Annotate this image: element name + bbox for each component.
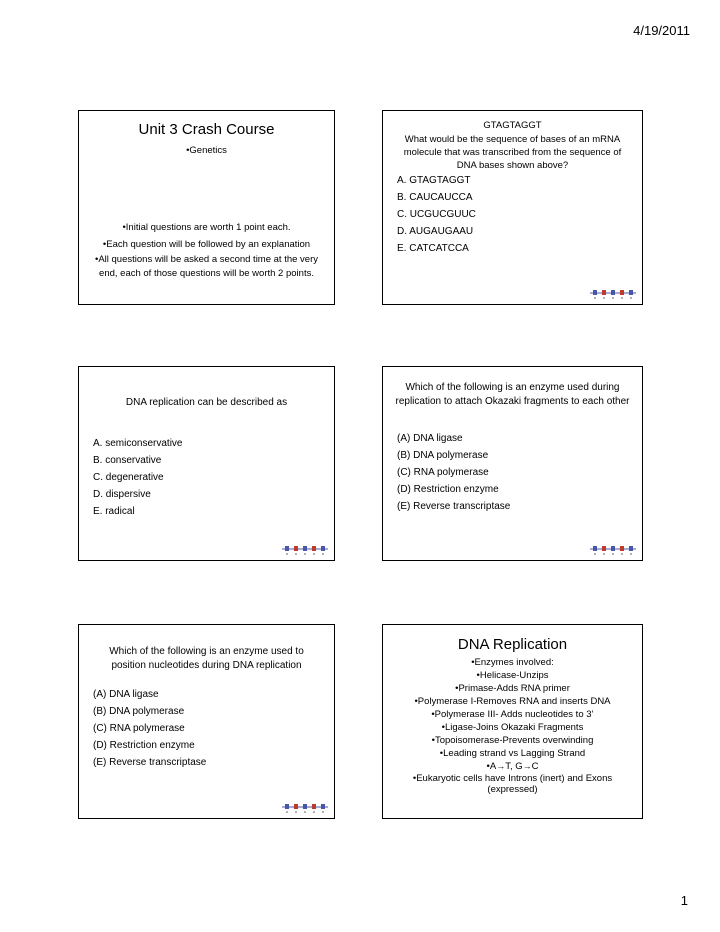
option-d: D. dispersive bbox=[93, 489, 151, 500]
answer-options bbox=[93, 435, 182, 520]
slide-notes bbox=[79, 221, 334, 281]
answer-options bbox=[397, 430, 510, 515]
dna-logo-icon bbox=[282, 544, 328, 556]
option-a: (A) DNA ligase bbox=[397, 433, 463, 444]
slide-title: Unit 3 Crash Course bbox=[138, 121, 275, 138]
bullet-item: •Ligase-Joins Okazaki Fragments bbox=[441, 722, 584, 733]
option-a: (A) DNA ligase bbox=[93, 689, 159, 700]
option-c: (C) RNA polymerase bbox=[93, 723, 185, 734]
option-a: A. semiconservative bbox=[93, 438, 183, 449]
option-d: D. AUGAUGAAU bbox=[397, 226, 474, 237]
bullet-item: •Polymerase III- Adds nucleotides to 3’ bbox=[431, 709, 594, 720]
option-d: (D) Restriction enzyme bbox=[93, 740, 195, 751]
answer-options bbox=[93, 686, 206, 771]
option-e: E. radical bbox=[93, 506, 135, 517]
slide-polymerase-question bbox=[78, 624, 335, 819]
slide-dna-replication-question bbox=[78, 366, 335, 561]
option-c: C. degenerative bbox=[93, 472, 164, 483]
page-number: 1 bbox=[680, 893, 688, 908]
option-e: (E) Reverse transcriptase bbox=[397, 501, 511, 512]
pairing-suffix: C bbox=[531, 761, 539, 772]
bullet-item: •Eukaryotic cells have Introns (inert) and Exons (expressed) bbox=[412, 773, 613, 795]
answer-options bbox=[397, 172, 476, 257]
note-item: •Initial questions are worth 1 point each. bbox=[122, 222, 291, 233]
question-text: What would be the sequence of bases of an mRNA molecule that was transcribed from the sequence of DNA bases shown above? bbox=[403, 134, 622, 171]
header-date: 4/19/2011 bbox=[633, 23, 690, 38]
note-item: •All questions will be asked a second time at the very end, each of those questions will be worth 2 points. bbox=[95, 254, 318, 279]
dna-logo-icon bbox=[282, 802, 328, 814]
slide-unit3-title bbox=[78, 110, 335, 305]
bullet-item: •Leading strand vs Lagging Strand bbox=[439, 748, 586, 759]
arrow-icon: → bbox=[496, 761, 506, 771]
slide-subtitle: •Genetics bbox=[186, 145, 227, 156]
option-a: A. GTAGTAGGT bbox=[397, 175, 471, 186]
question-text: Which of the following is an enzyme used during replication to attach Okazaki fragments to each other bbox=[395, 382, 630, 407]
option-e: (E) Reverse transcriptase bbox=[93, 757, 207, 768]
arrow-icon: → bbox=[522, 761, 532, 771]
slide-okazaki-question bbox=[382, 366, 643, 561]
slide-dna-replication-summary bbox=[382, 624, 643, 819]
option-e: E. CATCATCCA bbox=[397, 243, 469, 254]
option-c: (C) RNA polymerase bbox=[397, 467, 489, 478]
slide-title: DNA Replication bbox=[457, 636, 568, 653]
question-text: DNA replication can be described as bbox=[125, 397, 288, 408]
note-item: •Each question will be followed by an explanation bbox=[102, 239, 311, 250]
dna-sequence: GTAGTAGGT bbox=[483, 120, 542, 131]
bullet-item: •Enzymes involved: bbox=[471, 657, 554, 668]
bullet-item: •Helicase-Unzips bbox=[476, 670, 549, 681]
dna-logo-icon bbox=[590, 288, 636, 300]
pairing-prefix: •A bbox=[486, 761, 497, 772]
option-b: B. CAUCAUCCA bbox=[397, 192, 473, 203]
option-c: C. UCGUCGUUC bbox=[397, 209, 476, 220]
option-b: (B) DNA polymerase bbox=[397, 450, 489, 461]
question-text: Which of the following is an enzyme used to position nucleotides during DNA replication bbox=[109, 646, 304, 671]
base-pairing-item bbox=[383, 760, 642, 773]
pairing-mid: T, G bbox=[505, 761, 523, 772]
option-b: B. conservative bbox=[93, 455, 162, 466]
bullet-list bbox=[383, 656, 642, 795]
option-b: (B) DNA polymerase bbox=[93, 706, 185, 717]
bullet-item: •Polymerase I-Removes RNA and inserts DNA bbox=[414, 696, 611, 707]
bullet-item: •Topoisomerase-Prevents overwinding bbox=[431, 735, 594, 746]
slide-mrna-question bbox=[382, 110, 643, 305]
option-d: (D) Restriction enzyme bbox=[397, 484, 499, 495]
dna-logo-icon bbox=[590, 544, 636, 556]
bullet-item: •Primase-Adds RNA primer bbox=[455, 683, 570, 694]
